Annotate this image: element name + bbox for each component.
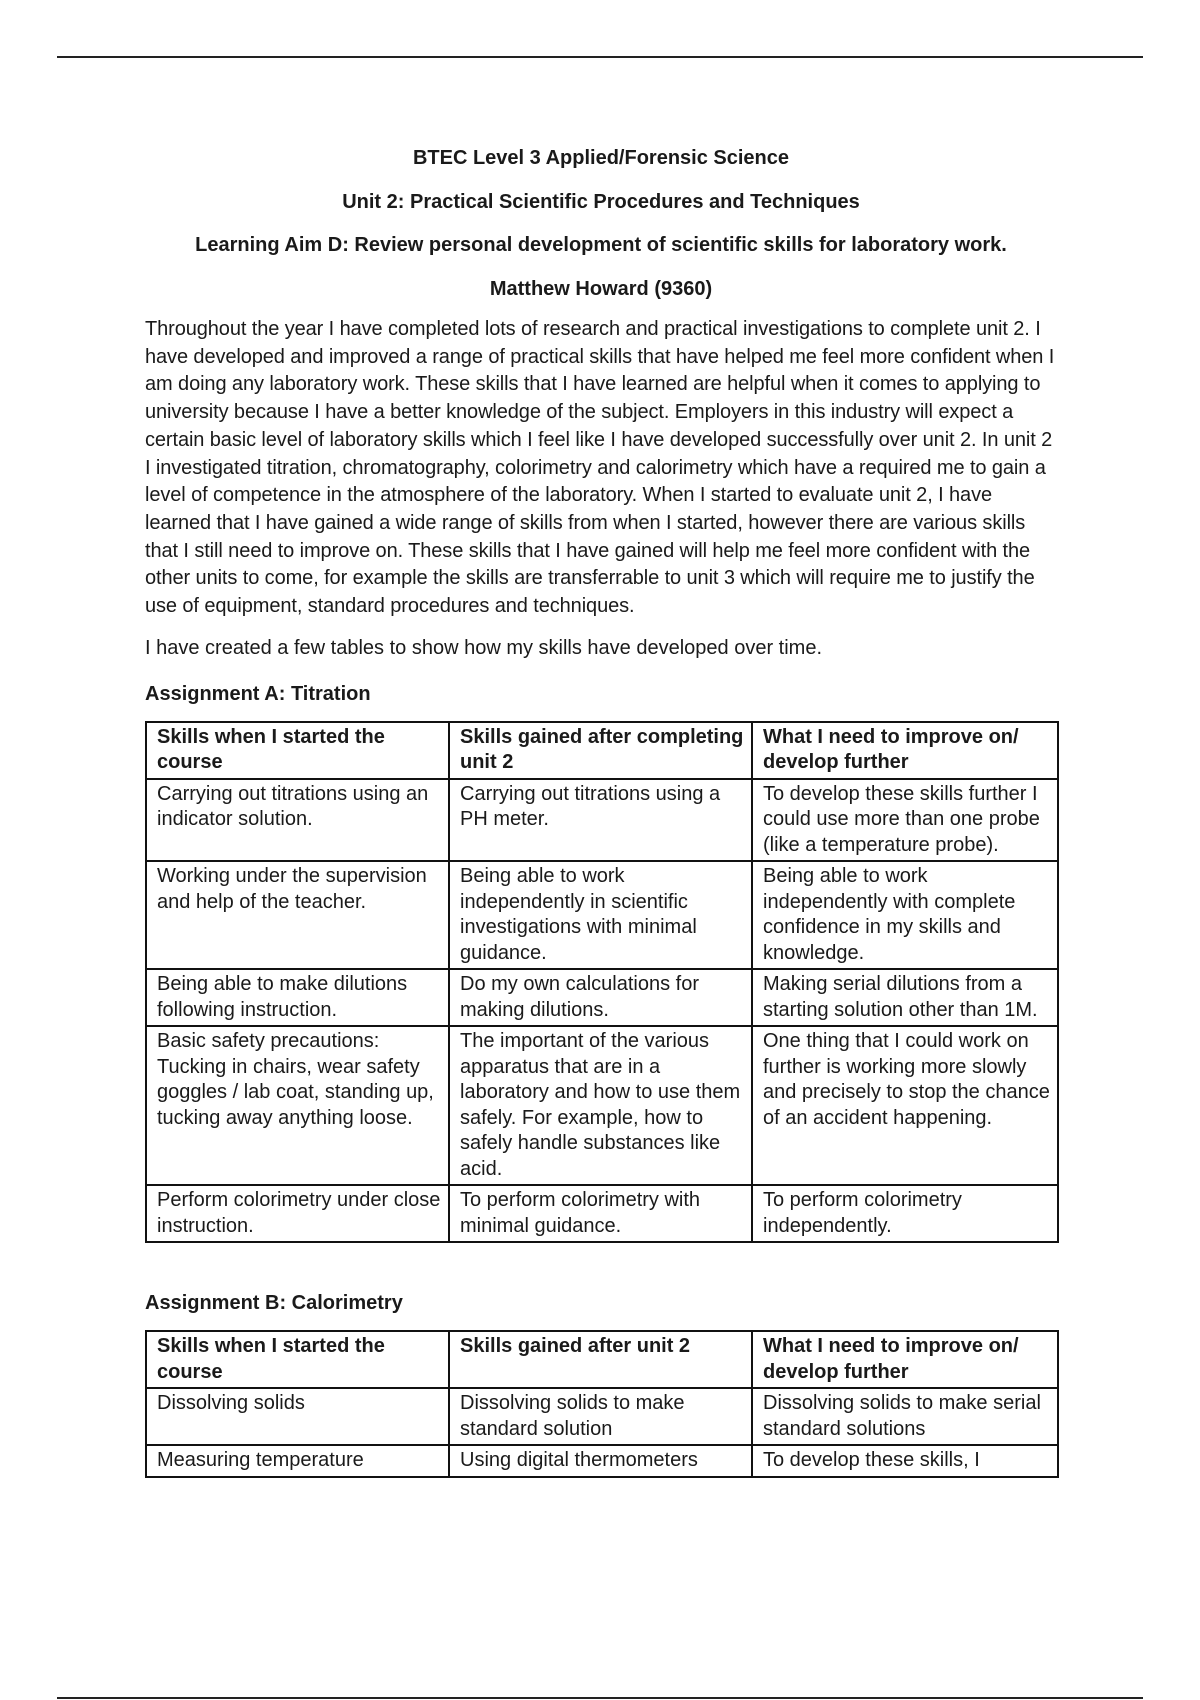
- table-cell: To perform colorimetry independently.: [752, 1185, 1058, 1242]
- table-row: [146, 779, 1058, 862]
- document-title: BTEC Level 3 Applied/Forensic Science: [412, 147, 790, 169]
- table-cell: Using digital thermometers: [449, 1445, 752, 1477]
- document-body: [145, 138, 1057, 1478]
- table-header-row: [146, 1331, 1058, 1388]
- column-header: What I need to improve on/ develop further: [752, 1331, 1058, 1388]
- table-cell: Carrying out titrations using a PH meter.: [449, 779, 752, 862]
- table-cell: Being able to work independently in scientific investigations with minimal guidance.: [449, 861, 752, 969]
- column-header: Skills when I started the course: [146, 722, 449, 779]
- assignment-b-table: [145, 1330, 1059, 1478]
- table-cell: Dissolving solids to make serial standard solutions: [752, 1388, 1058, 1445]
- tables-intro: I have created a few tables to show how my skills have developed over time.: [145, 636, 823, 659]
- table-cell: Dissolving solids to make standard solution: [449, 1388, 752, 1445]
- table-cell: To perform colorimetry with minimal guidance.: [449, 1185, 752, 1242]
- table-row: [146, 1388, 1058, 1445]
- bottom-rule: [57, 1697, 1143, 1699]
- table-row: [146, 1445, 1058, 1477]
- table-cell: Being able to work independently with complete confidence in my skills and knowledge.: [752, 861, 1058, 969]
- table-row: [146, 969, 1058, 1026]
- table-cell: Measuring temperature: [146, 1445, 449, 1477]
- table-cell: To develop these skills, I: [752, 1445, 1058, 1477]
- table-cell: Carrying out titrations using an indicator solution.: [146, 779, 449, 862]
- table-cell: Perform colorimetry under close instruction.: [146, 1185, 449, 1242]
- table-cell: Being able to make dilutions following instruction.: [146, 969, 449, 1026]
- table-row: [146, 861, 1058, 969]
- column-header: Skills when I started the course: [146, 1331, 449, 1388]
- intro-paragraph: Throughout the year I have completed lots of research and practical investigations to complete unit 2. I have developed and improved a range of practical skills that have helped me feel more confident when I am doing any laboratory work. These skills that I have learned are helpful when it comes to applying to university because I have a better knowledge of the subject. Employers in this industry will expect a certain basic level of laboratory skills which I feel like I have developed successfully over unit 2. In unit 2 I investigated titration, chromatography, colorimetry and calorimetry which have a required me to gain a level of competence in the atmosphere of the laboratory. When I started to evaluate unit 2, I have learned that I have gained a wide range of skills from when I started, however there are various skills that I still need to improve on. These skills that I have gained will help me feel more confident with the other units to come, for example the skills are transferrable to unit 3 which will require me to justify the use of equipment, standard procedures and techniques.: [145, 318, 1055, 618]
- table-cell: Basic safety precautions: Tucking in chairs, wear safety goggles / lab coat, standing up, tucking away anything loose.: [146, 1026, 449, 1185]
- top-rule: [57, 56, 1143, 58]
- table-cell: Dissolving solids: [146, 1388, 449, 1445]
- unit-title: Unit 2: Practical Scientific Procedures and Techniques: [342, 191, 860, 213]
- column-header: Skills gained after completing unit 2: [449, 722, 752, 779]
- table-cell: To develop these skills further I could use more than one probe (like a temperature probe).: [752, 779, 1058, 862]
- table-cell: The important of the various apparatus that are in a laboratory and how to use them safely. For example, how to safely handle substances like acid.: [449, 1026, 752, 1185]
- assignment-b-title: Assignment B: Calorimetry: [145, 1292, 403, 1315]
- table-cell: Making serial dilutions from a starting solution other than 1M.: [752, 969, 1058, 1026]
- table-cell: Do my own calculations for making dilutions.: [449, 969, 752, 1026]
- column-header: Skills gained after unit 2: [449, 1331, 752, 1388]
- table-cell: Working under the supervision and help of the teacher.: [146, 861, 449, 969]
- table-row: [146, 1026, 1058, 1185]
- table-row: [146, 1185, 1058, 1242]
- author-name: Matthew Howard (9360): [489, 278, 713, 300]
- assignment-a-title: Assignment A: Titration: [145, 682, 371, 705]
- column-header: What I need to improve on/ develop further: [752, 722, 1058, 779]
- learning-aim: Learning Aim D: Review personal development of scientific skills for laboratory work.: [195, 234, 1007, 256]
- table-cell: One thing that I could work on further is working more slowly and precisely to stop the chance of an accident happening.: [752, 1026, 1058, 1185]
- table-header-row: [146, 722, 1058, 779]
- assignment-a-table: [145, 721, 1059, 1244]
